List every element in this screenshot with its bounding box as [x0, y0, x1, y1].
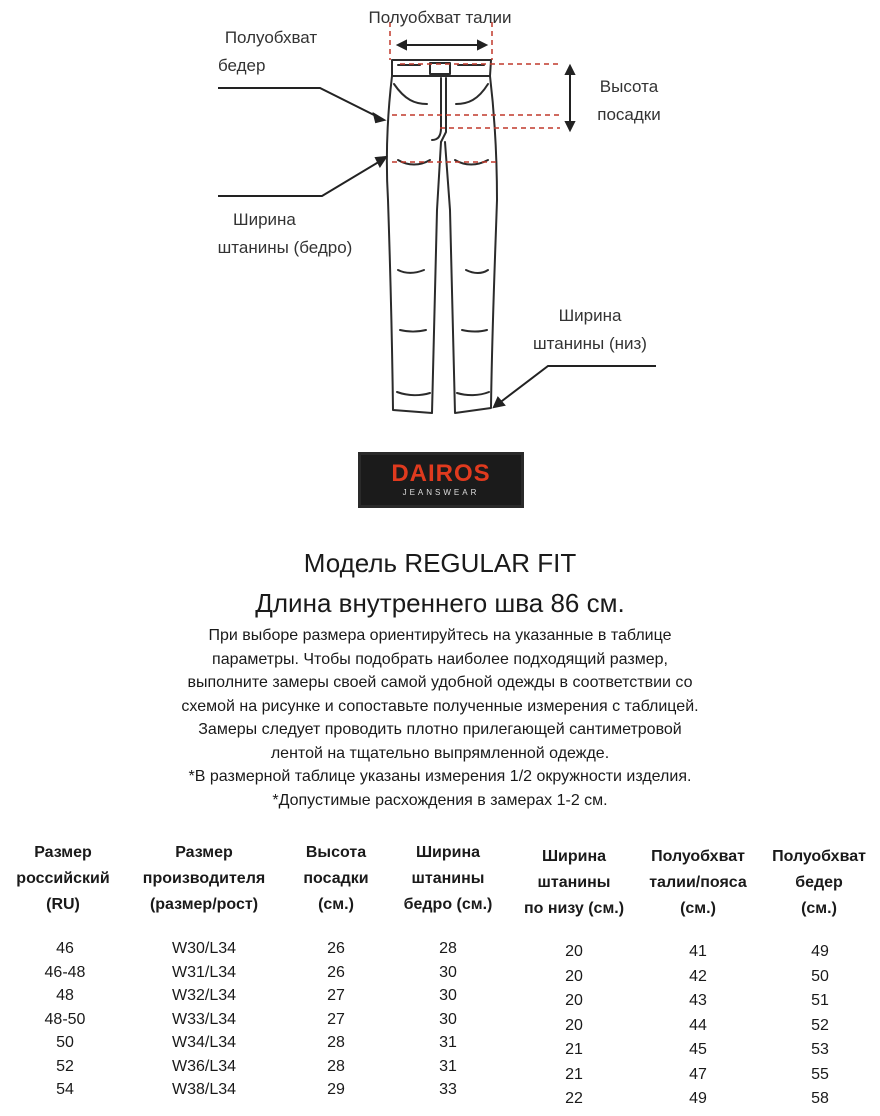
instructions-line: *В размерной таблице указаны измерения 1/2 окружности изделия.	[188, 768, 692, 785]
header-line: талии/пояса	[649, 874, 747, 891]
thigh-width-label	[185, 206, 385, 262]
thigh-width-label-line1: Ширина	[233, 210, 296, 229]
column-rise	[296, 937, 376, 1102]
logo-brand: DAIROS	[391, 460, 491, 487]
header-line: Полуобхват	[651, 848, 745, 865]
header-line: (см.)	[801, 900, 837, 917]
instructions-line: лентой на тщательно выпрямленной одежде.	[270, 744, 610, 762]
table-cell: 28	[439, 940, 457, 957]
column-hips	[780, 940, 860, 1112]
header-line: Полуобхват	[772, 848, 866, 865]
table-cell: 44	[689, 1016, 707, 1034]
column-bottom-width	[534, 940, 614, 1112]
table-cell: 53	[811, 1041, 829, 1058]
instructions	[60, 624, 820, 812]
table-cell: 55	[811, 1065, 829, 1083]
table-cell: 41	[689, 943, 707, 960]
bottom-width-label-line1: Ширина	[558, 306, 622, 325]
table-cell: 52	[56, 1057, 74, 1075]
header-line: (размер/рост)	[149, 896, 259, 913]
column-thigh-width	[408, 937, 488, 1102]
table-cell: 49	[689, 1090, 707, 1107]
table-cell: 20	[565, 992, 583, 1009]
table-cell: W36/L34	[171, 1057, 237, 1075]
header-line: (RU)	[46, 896, 80, 913]
header-line: Высота	[305, 844, 367, 861]
hips-label	[196, 24, 346, 80]
jeans-measurement-diagram	[0, 0, 880, 430]
instructions-line: При выборе размера ориентируйтесь на указанные в таблице	[208, 627, 672, 644]
table-cell: 20	[565, 967, 583, 985]
table-cell: 47	[689, 1065, 707, 1083]
column-maker-size	[134, 937, 274, 1102]
bottom-width-label	[500, 302, 680, 358]
table-cell: 22	[565, 1090, 583, 1107]
table-cell: 30	[439, 987, 457, 1004]
table-cell: 49	[811, 943, 829, 960]
header-line: бедер	[795, 874, 843, 891]
instructions-line: выполните замеры своей самой удобной одежды в соответствии со	[187, 674, 693, 691]
hips-label-line1: Полуобхват	[224, 28, 318, 47]
header-line: Ширина	[415, 844, 481, 861]
table-cell: W38/L34	[171, 1081, 237, 1098]
instructions-line: параметры. Чтобы подобрать наиболее подходящий размер,	[212, 650, 668, 668]
header-line: посадки	[303, 870, 369, 887]
table-cell: 20	[565, 1016, 583, 1034]
header-rise	[286, 840, 386, 918]
rise-label-line2: посадки	[597, 105, 661, 124]
table-cell: 31	[439, 1034, 457, 1051]
column-waist	[658, 940, 738, 1112]
table-cell: 27	[327, 1010, 345, 1028]
table-cell: 30	[439, 1010, 457, 1028]
instructions-line: схемой на рисунке и сопоставьте полученные измерения с таблицей.	[181, 697, 699, 715]
dairos-logo	[358, 452, 524, 508]
table-cell: 30	[439, 963, 457, 981]
header-line: российский	[16, 870, 110, 887]
table-cell: 26	[327, 940, 345, 957]
table-cell: 21	[565, 1065, 583, 1083]
rise-label	[574, 73, 684, 129]
table-cell: 29	[327, 1081, 345, 1098]
table-cell: 48	[56, 987, 74, 1004]
table-cell: 27	[327, 987, 345, 1004]
table-cell: 54	[56, 1081, 74, 1098]
header-line: Размер	[34, 844, 92, 861]
inseam-title: Длина внутреннего шва 86 см.	[255, 588, 625, 618]
thigh-width-label-line2: штанины (бедро)	[217, 238, 353, 257]
column-ru-size	[10, 937, 120, 1102]
table-cell: 42	[689, 967, 707, 985]
header-ru-size	[0, 840, 126, 918]
table-cell: 50	[811, 967, 829, 985]
bottom-width-label-line2: штанины (низ)	[533, 334, 647, 353]
table-cell: 48-50	[44, 1010, 86, 1028]
table-cell: 46-48	[44, 963, 86, 981]
header-bottom-width	[510, 844, 638, 922]
table-cell: 33	[439, 1081, 457, 1098]
header-line: (см.)	[680, 900, 716, 917]
header-line: штанины	[411, 870, 485, 887]
table-cell: W33/L34	[171, 1010, 237, 1028]
rise-label-line1: Высота	[599, 77, 659, 96]
table-cell: 43	[689, 992, 707, 1009]
header-line: бедро (см.)	[403, 896, 493, 913]
logo-subtitle: JEANSWEAR	[402, 488, 480, 497]
header-line: штанины	[537, 874, 611, 891]
header-waist	[636, 844, 760, 922]
table-cell: 31	[439, 1057, 457, 1075]
table-cell: 45	[689, 1041, 707, 1058]
table-cell: 21	[565, 1041, 583, 1058]
instructions-line: *Допустимые расхождения в замерах 1-2 см.	[272, 791, 608, 809]
hips-label-line2: бедер	[218, 56, 266, 75]
header-line: по низу (см.)	[523, 900, 625, 917]
table-cell: 50	[56, 1034, 74, 1051]
header-maker-size	[124, 840, 284, 918]
header-line: (см.)	[318, 896, 354, 913]
model-title: Модель REGULAR FIT	[303, 548, 577, 578]
table-cell: 26	[327, 963, 345, 981]
table-cell: 20	[565, 943, 583, 960]
waist-label: Полуобхват талии	[368, 8, 512, 27]
table-cell: 28	[327, 1057, 345, 1075]
header-line: производителя	[142, 870, 266, 887]
header-thigh-width	[388, 840, 508, 918]
table-cell: W31/L34	[171, 963, 237, 981]
instructions-line: Замеры следует проводить плотно прилегающей сантиметровой	[198, 721, 682, 738]
table-cell: 52	[811, 1016, 829, 1034]
table-cell: W32/L34	[171, 987, 237, 1004]
table-cell: W30/L34	[171, 940, 237, 957]
table-cell: 58	[811, 1090, 829, 1107]
header-hips	[760, 844, 878, 922]
table-cell: W34/L34	[171, 1034, 237, 1051]
table-cell: 51	[811, 992, 829, 1009]
header-line: Размер	[175, 844, 233, 861]
table-cell: 28	[327, 1034, 345, 1051]
table-cell: 46	[56, 940, 74, 957]
header-line: Ширина	[541, 848, 607, 865]
